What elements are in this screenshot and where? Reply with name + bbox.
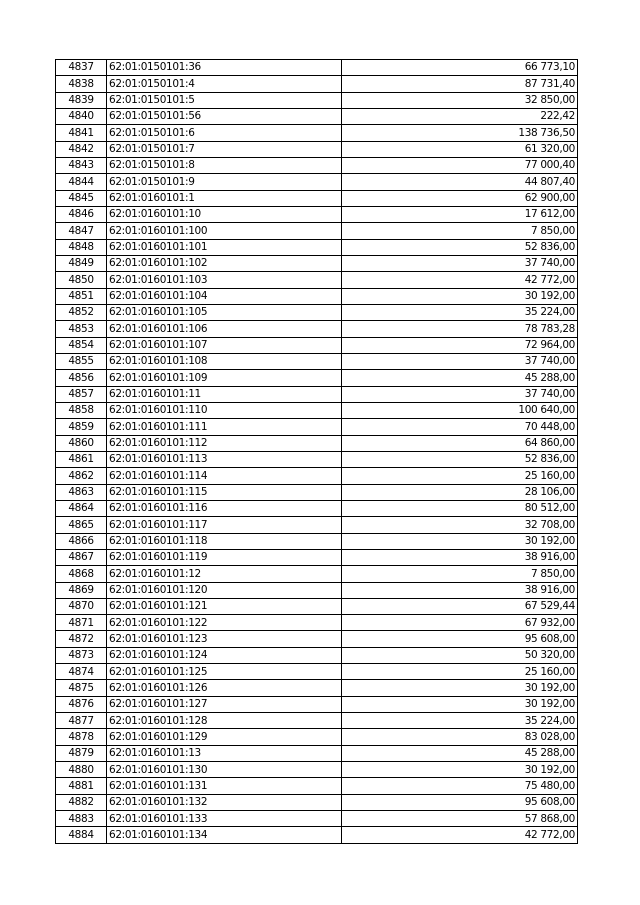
cadastral-number-cell: 62:01:0160101:127 bbox=[107, 696, 342, 712]
table-body bbox=[56, 60, 578, 844]
row-number-cell: 4862 bbox=[56, 468, 107, 484]
value-cell: 50 320,00 bbox=[342, 647, 578, 663]
table-row bbox=[56, 60, 578, 76]
value-cell: 95 608,00 bbox=[342, 631, 578, 647]
value-cell: 87 731,40 bbox=[342, 76, 578, 92]
table-row bbox=[56, 696, 578, 712]
cadastral-number-cell: 62:01:0160101:129 bbox=[107, 729, 342, 745]
row-number-cell: 4839 bbox=[56, 92, 107, 108]
value-cell: 222,42 bbox=[342, 108, 578, 124]
row-number-cell: 4853 bbox=[56, 321, 107, 337]
value-cell: 30 192,00 bbox=[342, 680, 578, 696]
row-number-cell: 4871 bbox=[56, 615, 107, 631]
table-row bbox=[56, 108, 578, 124]
cadastral-value-table bbox=[55, 59, 578, 844]
row-number-cell: 4881 bbox=[56, 778, 107, 794]
table-row bbox=[56, 288, 578, 304]
cadastral-number-cell: 62:01:0160101:11 bbox=[107, 386, 342, 402]
value-cell: 72 964,00 bbox=[342, 337, 578, 353]
table-row bbox=[56, 435, 578, 451]
table-row bbox=[56, 304, 578, 320]
value-cell: 42 772,00 bbox=[342, 272, 578, 288]
cadastral-number-cell: 62:01:0160101:104 bbox=[107, 288, 342, 304]
table-row bbox=[56, 745, 578, 761]
row-number-cell: 4875 bbox=[56, 680, 107, 696]
row-number-cell: 4867 bbox=[56, 549, 107, 565]
cadastral-number-cell: 62:01:0160101:113 bbox=[107, 451, 342, 467]
value-cell: 44 807,40 bbox=[342, 174, 578, 190]
value-cell: 138 736,50 bbox=[342, 125, 578, 141]
cadastral-number-cell: 62:01:0160101:119 bbox=[107, 549, 342, 565]
value-cell: 66 773,10 bbox=[342, 60, 578, 76]
cadastral-number-cell: 62:01:0160101:10 bbox=[107, 206, 342, 222]
cadastral-number-cell: 62:01:0160101:134 bbox=[107, 827, 342, 843]
row-number-cell: 4859 bbox=[56, 419, 107, 435]
cadastral-number-cell: 62:01:0150101:7 bbox=[107, 141, 342, 157]
row-number-cell: 4872 bbox=[56, 631, 107, 647]
cadastral-number-cell: 62:01:0160101:105 bbox=[107, 304, 342, 320]
row-number-cell: 4838 bbox=[56, 76, 107, 92]
value-cell: 35 224,00 bbox=[342, 713, 578, 729]
row-number-cell: 4844 bbox=[56, 174, 107, 190]
value-cell: 100 640,00 bbox=[342, 402, 578, 418]
value-cell: 17 612,00 bbox=[342, 206, 578, 222]
cadastral-number-cell: 62:01:0150101:9 bbox=[107, 174, 342, 190]
table-row bbox=[56, 370, 578, 386]
table-row bbox=[56, 598, 578, 614]
row-number-cell: 4868 bbox=[56, 566, 107, 582]
table-row bbox=[56, 386, 578, 402]
table-row bbox=[56, 615, 578, 631]
value-cell: 30 192,00 bbox=[342, 533, 578, 549]
table-row bbox=[56, 484, 578, 500]
cadastral-number-cell: 62:01:0160101:109 bbox=[107, 370, 342, 386]
value-cell: 30 192,00 bbox=[342, 288, 578, 304]
row-number-cell: 4851 bbox=[56, 288, 107, 304]
row-number-cell: 4865 bbox=[56, 517, 107, 533]
cadastral-number-cell: 62:01:0160101:133 bbox=[107, 811, 342, 827]
row-number-cell: 4850 bbox=[56, 272, 107, 288]
cadastral-number-cell: 62:01:0160101:124 bbox=[107, 647, 342, 663]
value-cell: 38 916,00 bbox=[342, 549, 578, 565]
table-row bbox=[56, 631, 578, 647]
table-row bbox=[56, 337, 578, 353]
table-row bbox=[56, 533, 578, 549]
cadastral-number-cell: 62:01:0160101:123 bbox=[107, 631, 342, 647]
value-cell: 61 320,00 bbox=[342, 141, 578, 157]
cadastral-number-cell: 62:01:0150101:36 bbox=[107, 60, 342, 76]
table-row bbox=[56, 778, 578, 794]
value-cell: 28 106,00 bbox=[342, 484, 578, 500]
table-row bbox=[56, 402, 578, 418]
table-row bbox=[56, 500, 578, 516]
table-row bbox=[56, 647, 578, 663]
row-number-cell: 4866 bbox=[56, 533, 107, 549]
table-row bbox=[56, 76, 578, 92]
value-cell: 62 900,00 bbox=[342, 190, 578, 206]
cadastral-number-cell: 62:01:0160101:128 bbox=[107, 713, 342, 729]
cadastral-number-cell: 62:01:0160101:126 bbox=[107, 680, 342, 696]
cadastral-number-cell: 62:01:0160101:106 bbox=[107, 321, 342, 337]
cadastral-number-cell: 62:01:0160101:12 bbox=[107, 566, 342, 582]
row-number-cell: 4876 bbox=[56, 696, 107, 712]
row-number-cell: 4880 bbox=[56, 762, 107, 778]
table-row bbox=[56, 680, 578, 696]
row-number-cell: 4842 bbox=[56, 141, 107, 157]
cadastral-number-cell: 62:01:0160101:1 bbox=[107, 190, 342, 206]
row-number-cell: 4863 bbox=[56, 484, 107, 500]
row-number-cell: 4882 bbox=[56, 794, 107, 810]
row-number-cell: 4845 bbox=[56, 190, 107, 206]
cadastral-number-cell: 62:01:0160101:131 bbox=[107, 778, 342, 794]
value-cell: 7 850,00 bbox=[342, 566, 578, 582]
table-row bbox=[56, 827, 578, 843]
table-row bbox=[56, 468, 578, 484]
table-row bbox=[56, 811, 578, 827]
cadastral-number-cell: 62:01:0160101:108 bbox=[107, 353, 342, 369]
cadastral-number-cell: 62:01:0160101:117 bbox=[107, 517, 342, 533]
table-row bbox=[56, 157, 578, 173]
table-row bbox=[56, 92, 578, 108]
value-cell: 37 740,00 bbox=[342, 255, 578, 271]
value-cell: 32 850,00 bbox=[342, 92, 578, 108]
cadastral-number-cell: 62:01:0160101:120 bbox=[107, 582, 342, 598]
table-row bbox=[56, 223, 578, 239]
value-cell: 32 708,00 bbox=[342, 517, 578, 533]
cadastral-number-cell: 62:01:0150101:56 bbox=[107, 108, 342, 124]
table-row bbox=[56, 566, 578, 582]
table-row bbox=[56, 190, 578, 206]
value-cell: 25 160,00 bbox=[342, 664, 578, 680]
value-cell: 30 192,00 bbox=[342, 762, 578, 778]
table-row bbox=[56, 713, 578, 729]
value-cell: 25 160,00 bbox=[342, 468, 578, 484]
row-number-cell: 4848 bbox=[56, 239, 107, 255]
table-row bbox=[56, 664, 578, 680]
row-number-cell: 4883 bbox=[56, 811, 107, 827]
value-cell: 75 480,00 bbox=[342, 778, 578, 794]
table-row bbox=[56, 321, 578, 337]
value-cell: 67 932,00 bbox=[342, 615, 578, 631]
value-cell: 52 836,00 bbox=[342, 239, 578, 255]
row-number-cell: 4877 bbox=[56, 713, 107, 729]
table-row bbox=[56, 353, 578, 369]
table-row bbox=[56, 582, 578, 598]
table-row bbox=[56, 141, 578, 157]
cadastral-number-cell: 62:01:0160101:13 bbox=[107, 745, 342, 761]
cadastral-number-cell: 62:01:0150101:8 bbox=[107, 157, 342, 173]
row-number-cell: 4852 bbox=[56, 304, 107, 320]
table-row bbox=[56, 729, 578, 745]
cadastral-number-cell: 62:01:0160101:100 bbox=[107, 223, 342, 239]
row-number-cell: 4856 bbox=[56, 370, 107, 386]
value-cell: 77 000,40 bbox=[342, 157, 578, 173]
value-cell: 70 448,00 bbox=[342, 419, 578, 435]
row-number-cell: 4874 bbox=[56, 664, 107, 680]
row-number-cell: 4855 bbox=[56, 353, 107, 369]
cadastral-number-cell: 62:01:0150101:6 bbox=[107, 125, 342, 141]
cadastral-number-cell: 62:01:0160101:114 bbox=[107, 468, 342, 484]
table-row bbox=[56, 762, 578, 778]
value-cell: 45 288,00 bbox=[342, 370, 578, 386]
value-cell: 37 740,00 bbox=[342, 386, 578, 402]
value-cell: 64 860,00 bbox=[342, 435, 578, 451]
row-number-cell: 4858 bbox=[56, 402, 107, 418]
row-number-cell: 4879 bbox=[56, 745, 107, 761]
table-row bbox=[56, 174, 578, 190]
value-cell: 67 529,44 bbox=[342, 598, 578, 614]
row-number-cell: 4843 bbox=[56, 157, 107, 173]
cadastral-number-cell: 62:01:0150101:5 bbox=[107, 92, 342, 108]
value-cell: 38 916,00 bbox=[342, 582, 578, 598]
value-cell: 45 288,00 bbox=[342, 745, 578, 761]
cadastral-number-cell: 62:01:0160101:132 bbox=[107, 794, 342, 810]
row-number-cell: 4864 bbox=[56, 500, 107, 516]
row-number-cell: 4870 bbox=[56, 598, 107, 614]
value-cell: 57 868,00 bbox=[342, 811, 578, 827]
value-cell: 7 850,00 bbox=[342, 223, 578, 239]
cadastral-number-cell: 62:01:0160101:130 bbox=[107, 762, 342, 778]
row-number-cell: 4861 bbox=[56, 451, 107, 467]
value-cell: 83 028,00 bbox=[342, 729, 578, 745]
cadastral-number-cell: 62:01:0160101:107 bbox=[107, 337, 342, 353]
row-number-cell: 4837 bbox=[56, 60, 107, 76]
row-number-cell: 4878 bbox=[56, 729, 107, 745]
cadastral-number-cell: 62:01:0160101:112 bbox=[107, 435, 342, 451]
cadastral-number-cell: 62:01:0150101:4 bbox=[107, 76, 342, 92]
cadastral-number-cell: 62:01:0160101:118 bbox=[107, 533, 342, 549]
row-number-cell: 4854 bbox=[56, 337, 107, 353]
cadastral-number-cell: 62:01:0160101:103 bbox=[107, 272, 342, 288]
table-row bbox=[56, 255, 578, 271]
table-row bbox=[56, 206, 578, 222]
cadastral-number-cell: 62:01:0160101:111 bbox=[107, 419, 342, 435]
value-cell: 37 740,00 bbox=[342, 353, 578, 369]
value-cell: 35 224,00 bbox=[342, 304, 578, 320]
cadastral-number-cell: 62:01:0160101:115 bbox=[107, 484, 342, 500]
table-row bbox=[56, 239, 578, 255]
cadastral-number-cell: 62:01:0160101:110 bbox=[107, 402, 342, 418]
row-number-cell: 4884 bbox=[56, 827, 107, 843]
value-cell: 30 192,00 bbox=[342, 696, 578, 712]
row-number-cell: 4849 bbox=[56, 255, 107, 271]
row-number-cell: 4840 bbox=[56, 108, 107, 124]
row-number-cell: 4847 bbox=[56, 223, 107, 239]
cadastral-number-cell: 62:01:0160101:116 bbox=[107, 500, 342, 516]
value-cell: 78 783,28 bbox=[342, 321, 578, 337]
table-row bbox=[56, 794, 578, 810]
table-row bbox=[56, 549, 578, 565]
cadastral-number-cell: 62:01:0160101:102 bbox=[107, 255, 342, 271]
table-row bbox=[56, 517, 578, 533]
value-cell: 52 836,00 bbox=[342, 451, 578, 467]
cadastral-number-cell: 62:01:0160101:122 bbox=[107, 615, 342, 631]
row-number-cell: 4860 bbox=[56, 435, 107, 451]
row-number-cell: 4869 bbox=[56, 582, 107, 598]
row-number-cell: 4873 bbox=[56, 647, 107, 663]
row-number-cell: 4841 bbox=[56, 125, 107, 141]
value-cell: 95 608,00 bbox=[342, 794, 578, 810]
table-row bbox=[56, 451, 578, 467]
value-cell: 42 772,00 bbox=[342, 827, 578, 843]
table-row bbox=[56, 419, 578, 435]
cadastral-number-cell: 62:01:0160101:125 bbox=[107, 664, 342, 680]
value-cell: 80 512,00 bbox=[342, 500, 578, 516]
row-number-cell: 4857 bbox=[56, 386, 107, 402]
table-row bbox=[56, 125, 578, 141]
cadastral-number-cell: 62:01:0160101:121 bbox=[107, 598, 342, 614]
table-row bbox=[56, 272, 578, 288]
cadastral-number-cell: 62:01:0160101:101 bbox=[107, 239, 342, 255]
row-number-cell: 4846 bbox=[56, 206, 107, 222]
